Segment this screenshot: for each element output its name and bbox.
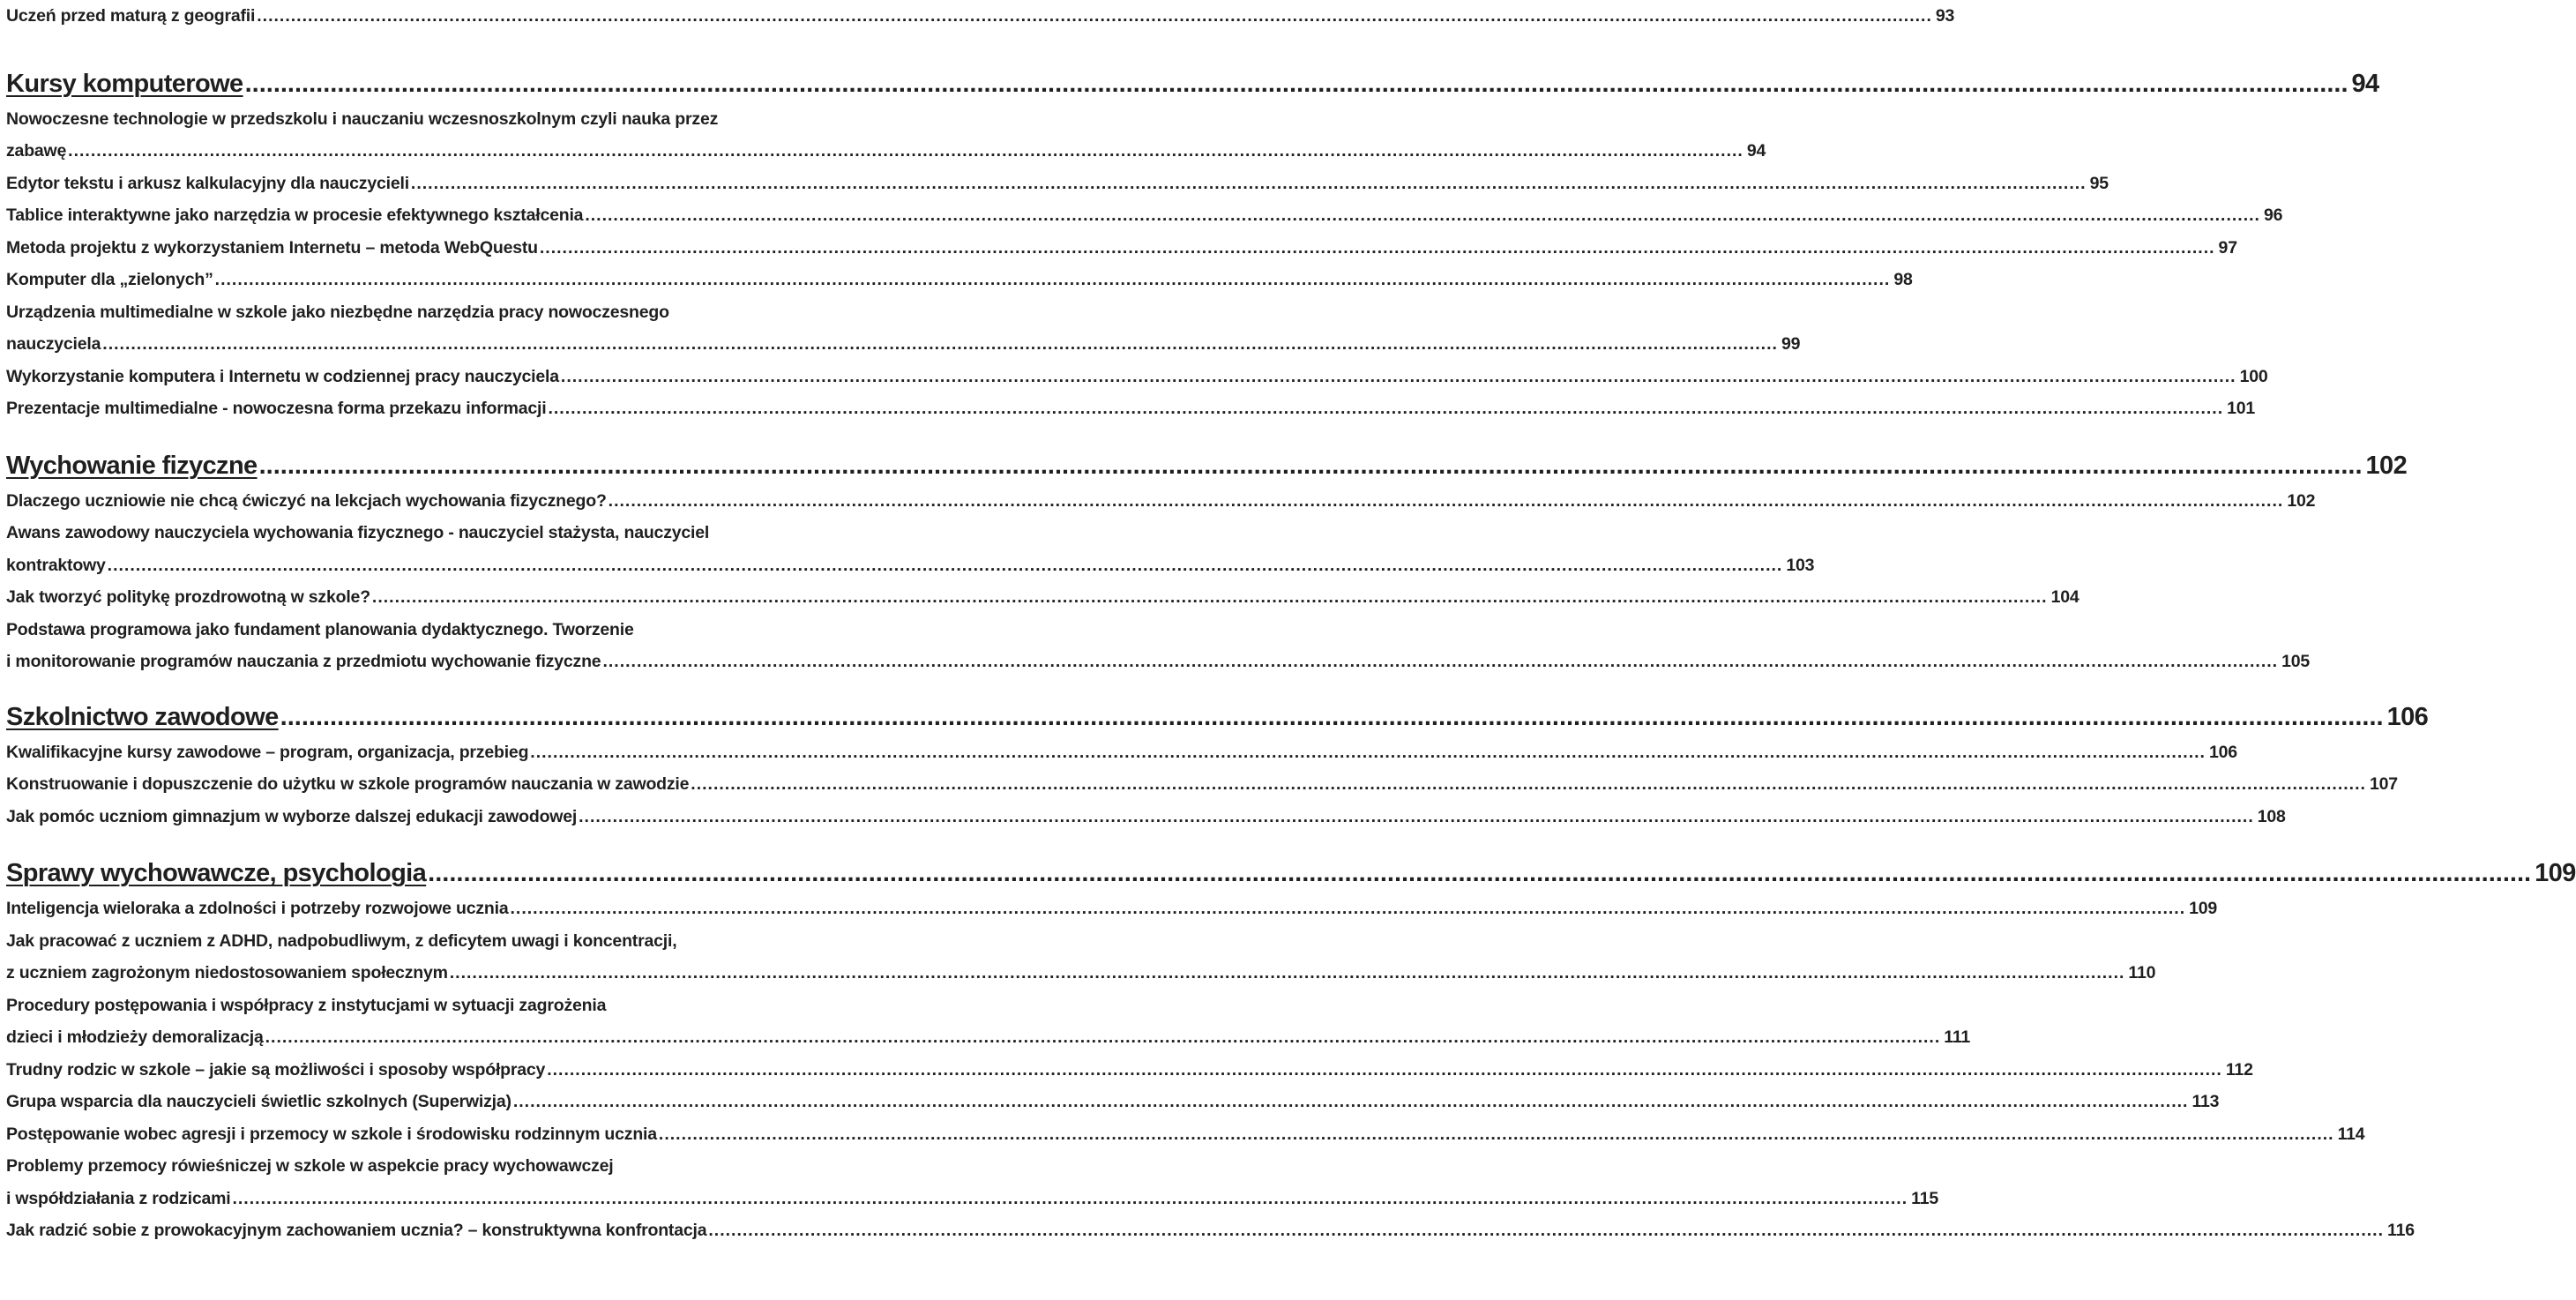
- toc-entry-page: 105: [2281, 652, 2311, 671]
- toc-entry-title: dzieci i młodzieży demoralizacją: [6, 1027, 264, 1047]
- section-title: Kursy komputerowe: [6, 69, 243, 98]
- section-heading-line: [6, 855, 2576, 891]
- toc-entry: [6, 736, 2237, 769]
- section-title: Wychowanie fizyczne: [6, 451, 258, 480]
- section-spacer: [6, 833, 844, 855]
- toc-entry: [6, 485, 2316, 518]
- dot-leader: [540, 232, 2215, 265]
- toc-entry-page: 104: [2050, 587, 2079, 607]
- toc-entry-title-line: Problemy przemocy rówieśniczej w szkole w aspekcie pracy wychowawczej: [6, 1156, 614, 1176]
- toc-entry: [6, 768, 2398, 801]
- toc-entry-title: i współdziałania z rodzicami: [6, 1188, 231, 1208]
- toc-entry-page: 108: [2257, 806, 2286, 826]
- dot-leader: [547, 1054, 2222, 1087]
- dot-leader: [561, 361, 2236, 393]
- toc-entry-page: 109: [2189, 899, 2218, 918]
- toc-entry-title: Postępowanie wobec agresji i przemocy w szkole i środowisku rodzinnym ucznia: [6, 1124, 657, 1144]
- toc-entry: [6, 517, 1815, 581]
- toc-sections: [6, 33, 2576, 1247]
- section-heading: [6, 66, 2379, 101]
- toc-entry-page: 110: [2128, 963, 2156, 982]
- toc-entry-page: 111: [1944, 1027, 1971, 1047]
- toc-entry-line: [6, 1118, 2365, 1151]
- dot-leader: [428, 855, 2531, 891]
- toc-entry-line: [6, 232, 2237, 265]
- toc-entry-line: [6, 199, 2283, 232]
- toc-entry-line: [6, 957, 2156, 990]
- dot-leader: [372, 581, 2048, 614]
- dot-leader: [691, 768, 2366, 801]
- toc-entry-line: [6, 168, 2109, 200]
- dot-leader: [530, 736, 2206, 769]
- dot-leader: [579, 801, 2254, 833]
- toc-entry-title: i monitorowanie programów nauczania z przedmiotu wychowanie fizyczne: [6, 652, 601, 671]
- toc-entry: [6, 990, 1971, 1054]
- section-title: Szkolnictwo zawodowe: [6, 702, 279, 731]
- section-title: Sprawy wychowawcze, psychologia: [6, 859, 427, 887]
- dot-leader: [609, 485, 2284, 518]
- toc-entry: [6, 296, 1801, 361]
- toc-entry: [6, 168, 2109, 200]
- toc-entry-line: [6, 736, 2237, 769]
- toc-entry: [6, 581, 2079, 614]
- section-heading: [6, 699, 2429, 735]
- toc-entry-title: Konstruowanie i dopuszczenie do użytku w szkole programów nauczania w zawodzie: [6, 774, 690, 794]
- toc-entry-title: Wykorzystanie komputera i Internetu w codziennej pracy nauczyciela: [6, 366, 559, 386]
- section-page: 109: [2535, 859, 2576, 887]
- toc-entry: [6, 614, 2311, 678]
- section-heading-line: [6, 66, 2379, 101]
- toc-entry-title-line: Awans zawodowy nauczyciela wychowania fizycznego - nauczyciel stażysta, nauczyciel: [6, 523, 710, 542]
- toc-entry-line: [6, 1214, 2415, 1247]
- toc-entry-line: [6, 1086, 2220, 1118]
- toc-entry-line: [6, 893, 2218, 925]
- toc-entry-title: Jak radzić sobie z prowokacyjnym zachowaniem ucznia? – konstruktywna konfrontacja: [6, 1221, 707, 1240]
- dot-leader: [513, 1086, 2189, 1118]
- toc-entry: [6, 199, 2283, 232]
- toc-entry-title: Inteligencja wieloraka a zdolności i potrzeby rozwojowe ucznia: [6, 899, 509, 918]
- dot-leader: [215, 264, 1891, 296]
- toc-entry-line: [6, 135, 1766, 168]
- dot-leader: [232, 1183, 1908, 1215]
- dot-leader: [585, 199, 2260, 232]
- section-spacer: [6, 425, 844, 448]
- dot-leader: [708, 1214, 2384, 1247]
- toc-entry-title: nauczyciela: [6, 334, 101, 354]
- toc-entry-line: [6, 801, 2286, 833]
- dot-leader: [265, 1021, 1941, 1054]
- toc-entry-page: 107: [2369, 774, 2398, 794]
- toc-entry-page: 100: [2239, 366, 2268, 386]
- toc-entry: [6, 232, 2237, 265]
- dot-leader: [68, 135, 1743, 168]
- toc-entry: [6, 1054, 2253, 1087]
- toc-entry-page: 103: [1786, 555, 1815, 575]
- toc-entry: [6, 392, 2256, 425]
- toc-entry-line: [6, 485, 2316, 518]
- dot-leader: [659, 1118, 2334, 1151]
- toc-entry: [6, 1214, 2415, 1247]
- toc-entry: [6, 1150, 1938, 1214]
- toc-entry-title: Prezentacje multimedialne - nowoczesna forma przekazu informacji: [6, 399, 547, 418]
- section-heading-line: [6, 699, 2429, 735]
- toc-entry-page: 97: [2218, 237, 2237, 258]
- toc-entry-title: Jak tworzyć politykę prozdrowotną w szkole?: [6, 587, 370, 607]
- toc-entry-title: Trudny rodzic w szkole – jakie są możliwości i sposoby współpracy: [6, 1059, 546, 1080]
- toc-entry-page: 116: [2387, 1221, 2415, 1240]
- toc-entry-page: 112: [2225, 1059, 2253, 1080]
- toc-entry-title-line: Urządzenia multimedialne w szkole jako niezbędne narzędzia pracy nowoczesnego: [6, 302, 669, 322]
- toc-entry: [6, 361, 2268, 393]
- toc-entry-top: [6, 0, 1955, 33]
- toc-entry-title: Edytor tekstu i arkusz kalkulacyjny dla nauczycieli: [6, 173, 409, 193]
- toc-entry-title-line: Procedury postępowania i współpracy z instytucjami w sytuacji zagrożenia: [6, 995, 607, 1015]
- toc-entry-line: [6, 768, 2398, 801]
- dot-leader: [257, 0, 1932, 33]
- section-page: 102: [2365, 451, 2408, 480]
- toc-entry-line: [6, 361, 2268, 393]
- toc-entry-title-line: Nowoczesne technologie w przedszkolu i nauczaniu wczesnoszkolnym czyli nauka przez: [6, 108, 719, 129]
- section-spacer: [6, 33, 844, 66]
- toc-entry-page: 94: [1746, 141, 1766, 161]
- toc-entry-title: Tablice interaktywne jako narzędzia w procesie efektywnego kształcenia: [6, 205, 584, 225]
- dot-leader: [548, 392, 2223, 425]
- toc-entry-line: [6, 0, 1955, 33]
- toc-entry-page: 96: [2263, 205, 2283, 225]
- dot-leader: [602, 646, 2278, 678]
- section-heading: [6, 855, 2576, 891]
- toc-entry: [6, 801, 2286, 833]
- toc-entry-title: kontraktowy: [6, 555, 106, 575]
- toc-entry-title: Dlaczego uczniowie nie chcą ćwiczyć na lekcjach wychowania fizycznego?: [6, 490, 607, 511]
- toc-entry-line: [6, 646, 2311, 678]
- toc-entry-line: [6, 328, 1801, 361]
- toc-entry-title: Jak pomóc uczniom gimnazjum w wyborze dalszej edukacji zawodowej: [6, 806, 578, 826]
- toc-entry-page: 99: [1781, 334, 1801, 354]
- toc-entry-page: 98: [1893, 270, 1913, 289]
- dot-leader: [280, 699, 2384, 735]
- table-of-contents: [6, 0, 2576, 1247]
- toc-entry-title: zabawę: [6, 141, 67, 161]
- toc-entry-line: [6, 264, 1913, 296]
- toc-entry-line: [6, 1021, 1971, 1054]
- section-heading: [6, 448, 2408, 483]
- section-spacer: [6, 678, 844, 699]
- toc-entry-line: [6, 549, 1815, 582]
- toc-entry-page: 95: [2089, 173, 2109, 193]
- dot-leader: [108, 549, 1783, 582]
- toc-entry-page: 93: [1935, 6, 1955, 26]
- toc-entry: [6, 1118, 2365, 1151]
- toc-entry: [6, 103, 1766, 168]
- toc-entry-page: 115: [1911, 1188, 1938, 1208]
- toc-entry-page: 106: [2208, 742, 2237, 762]
- toc-entry: [6, 264, 1913, 296]
- dot-leader: [259, 448, 2363, 483]
- dot-leader: [102, 328, 1778, 361]
- toc-entry-title: Uczeń przed maturą z geografii: [6, 6, 256, 26]
- section-page: 106: [2386, 702, 2429, 731]
- toc-entry-line: [6, 1054, 2253, 1087]
- toc-entry-line: [6, 392, 2256, 425]
- toc-entry-page: 114: [2337, 1124, 2365, 1144]
- toc-entry-page: 113: [2191, 1092, 2220, 1111]
- toc-entry-title-line: Jak pracować z uczniem z ADHD, nadpobudliwym, z deficytem uwagi i koncentracji,: [6, 930, 677, 951]
- dot-leader: [510, 893, 2185, 925]
- toc-entry-title: z uczniem zagrożonym niedostosowaniem społecznym: [6, 963, 448, 982]
- toc-entry: [6, 925, 2156, 990]
- dot-leader: [411, 168, 2087, 200]
- toc-entry-page: 101: [2227, 399, 2256, 418]
- toc-entry-page: 102: [2287, 490, 2316, 511]
- toc-entry-line: [6, 581, 2079, 614]
- toc-entry-title: Kwalifikacyjne kursy zawodowe – program, organizacja, przebieg: [6, 742, 529, 762]
- toc-entry: [6, 893, 2218, 925]
- toc-entry-title: Komputer dla „zielonych”: [6, 270, 213, 289]
- dot-leader: [245, 66, 2348, 101]
- toc-entry-title: Grupa wsparcia dla nauczycieli świetlic szkolnych (Superwizja): [6, 1092, 511, 1111]
- toc-entry-title-line: Podstawa programowa jako fundament planowania dydaktycznego. Tworzenie: [6, 619, 634, 639]
- toc-entry-title: Metoda projektu z wykorzystaniem Internetu – metoda WebQuestu: [6, 237, 538, 258]
- section-heading-line: [6, 448, 2408, 483]
- toc-entry: [6, 1086, 2220, 1118]
- section-page: 94: [2351, 69, 2379, 98]
- toc-entry-line: [6, 1183, 1938, 1215]
- dot-leader: [450, 957, 2125, 990]
